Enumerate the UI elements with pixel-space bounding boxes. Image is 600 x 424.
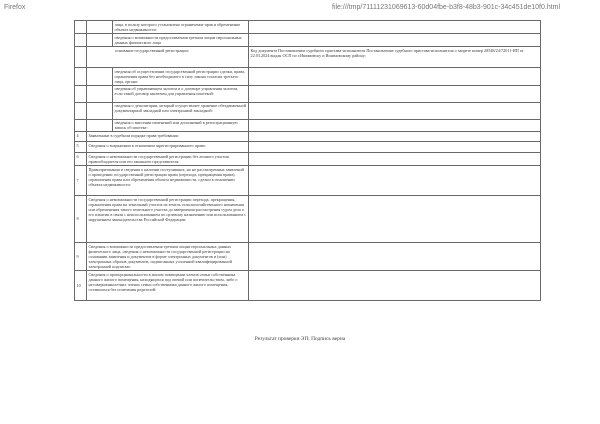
- row-label: Сведения о невозможности государственной регистрации перехода, прекращения, ограничения права на земельный участок из земель сельскохозяйственного назначения или обременения такого земельного участка до завершения рассмотрения судом дела о его изъятии в связи с неиспользованием по целевому назначению или использованием с нарушением законодательства Российской Федерации:: [87, 196, 249, 243]
- row-number: 8: [75, 196, 87, 243]
- table-row: [75, 47, 541, 68]
- row-label: сведения об осуществлении государственной регистрации сделки, права, ограничения права без необходимого в силу закона согласия третьего лица, органа:: [113, 68, 249, 86]
- row-value: [249, 34, 541, 47]
- row-label: Сведения о возможности предоставления третьим лицам персональных данных физического лица, сведения о невозможности государственной регистрации на основании заявления и документов в форме электронных документов и (или) электронных образов документов, подписанных усиленной квалифицированной электронной подписью:: [87, 243, 249, 271]
- row-label: Правопритязания и сведения о наличии поступивших, но не рассмотренных заявлений о проведении государственной регистрации права (перехода, прекращения права), ограничения права или обременения объекта недвижимости, сделки в отношении объекта недвижимости:: [87, 166, 249, 196]
- row-number: 6: [75, 153, 87, 166]
- table-row: [75, 166, 541, 196]
- row-number: 4: [75, 132, 87, 142]
- row-number: 5: [75, 142, 87, 153]
- row-number: 9: [75, 243, 87, 271]
- table-row: [75, 196, 541, 243]
- row-label: сведения о депозитарии, который осуществляет хранение обездвиженной документарной закладной или электронной закладной:: [113, 102, 249, 119]
- browser-app-name: Firefox: [4, 4, 26, 11]
- table-row: [75, 142, 541, 153]
- row-label: Сведения о пропорциональности в жилом помещении членов семьи собственника данного жилого помещения, находящихся под опекой или попечительством, либо о несовершеннолетних членах семьи собственника данного жилого помещения, оставшихся без попечения родителей:: [87, 271, 249, 301]
- row-value: [249, 85, 541, 102]
- table-row: [75, 119, 541, 131]
- table-row: [75, 153, 541, 166]
- row-value: [249, 119, 541, 131]
- row-label: сведения об управляющем залогом и о договоре управления залогом, если такой договор заключен для управления ипотекой:: [113, 85, 249, 102]
- row-value: Код документа Постановление судебного пристава-исполнителя Постановление судебного пристава-исполнителя о запрете номер 28548/24/72011-ИП от 22.03.2024 выдан ОСП по г.Ишимовску и Ишимовскому району;: [249, 47, 541, 68]
- browser-file-path: file:///tmp/71111231069613-60d04fbe-b3f8-48b3-901c-34c451de10f0.html: [332, 4, 561, 11]
- row-value: [249, 68, 541, 86]
- row-label: лица, в пользу которого установлено ограничение прав и обременение объекта недвижимости:: [113, 21, 249, 34]
- row-number: 7: [75, 166, 87, 196]
- table-row: [75, 102, 541, 119]
- table-row: [75, 21, 541, 34]
- table-row: [75, 132, 541, 142]
- row-value: [249, 21, 541, 34]
- egrn-extract-table: [74, 20, 541, 301]
- table-row: [75, 34, 541, 47]
- row-label: основание государственной регистрации:: [87, 47, 249, 68]
- table-row: [75, 243, 541, 271]
- signature-verification-result: Результат проверки ЭП: Подпись верна: [254, 336, 346, 342]
- row-label: сведения о внесении изменений или дополнений в регистрационную запись об ипотеке:: [113, 119, 249, 131]
- table-row: [75, 271, 541, 301]
- row-label: Заявленные в судебном порядке права требования:: [87, 132, 249, 142]
- row-value: [249, 102, 541, 119]
- row-number: 10: [75, 271, 87, 301]
- row-label: Сведения о возражении в отношении зарегистрированного права:: [87, 142, 249, 153]
- table-row: [75, 68, 541, 86]
- row-label: Сведения о невозможности государственной регистрации без личного участия правообладателя или его законного представителя:: [87, 153, 249, 166]
- table-row: [75, 85, 541, 102]
- row-label: сведения о возможности предоставления третьим лицам персональных данных физического лица: [113, 34, 249, 47]
